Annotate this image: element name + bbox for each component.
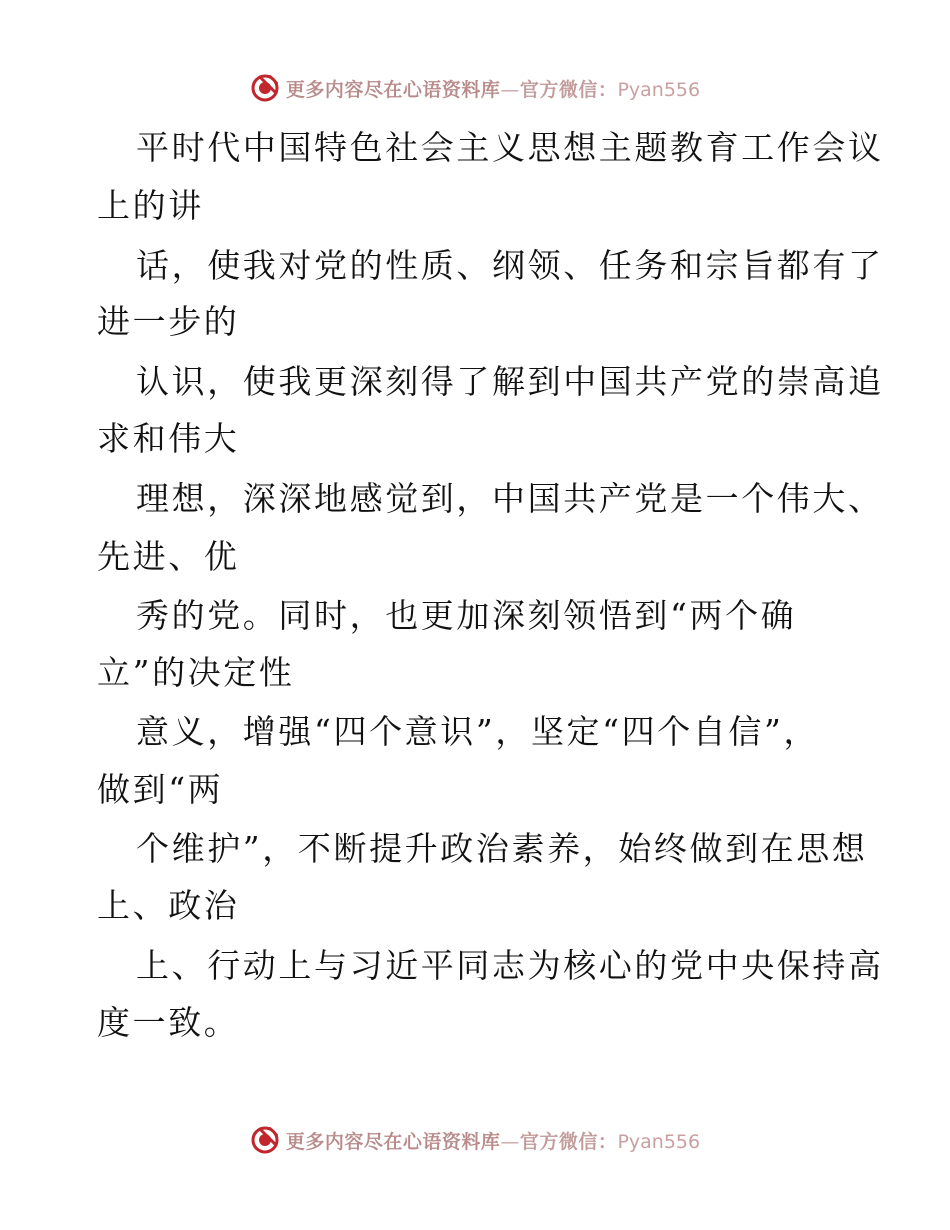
body-line: 平时代中国特色社会主义思想主题教育工作会议 [136, 128, 884, 167]
watermark-wechat-label: 官方微信： [519, 1130, 618, 1153]
body-line: 上的讲 [97, 186, 204, 225]
body-line: 意义，增强“四个意识”，坚定“四个自信”， [136, 712, 820, 751]
body-line: 立”的决定性 [97, 653, 295, 692]
watermark-text [286, 75, 700, 102]
body-line: 秀的党。同时，也更加深刻领悟到“两个确 [136, 596, 797, 635]
watermark-wechat-label: 官方微信： [519, 78, 618, 101]
seal-logo-icon [250, 1125, 280, 1155]
seal-logo-icon [250, 73, 280, 103]
body-line: 个维护”，不断提升政治素养，始终做到在思想 [136, 829, 868, 868]
body-line: 认识，使我更深刻得了解到中国共产党的崇高追 [136, 362, 884, 401]
body-line: 话，使我对党的性质、纲领、任务和宗旨都有了 [136, 246, 884, 285]
body-line: 理想，深深地感觉到，中国共产党是一个伟大、 [136, 479, 884, 518]
watermark-site: 更多内容尽在心语资料库 [285, 78, 501, 101]
watermark-dash: — [500, 78, 520, 101]
watermark-site: 更多内容尽在心语资料库 [285, 1130, 501, 1153]
body-line: 做到“两 [97, 770, 224, 809]
footer-watermark [0, 1120, 950, 1160]
watermark-text [286, 1127, 700, 1154]
body-line: 上、行动上与习近平同志为核心的党中央保持高 [136, 946, 884, 985]
header-watermark [0, 68, 950, 108]
watermark-wechat-id: Pyan556 [617, 1130, 701, 1153]
body-line: 求和伟大 [97, 419, 240, 458]
body-line: 上、政治 [97, 886, 240, 925]
watermark-wechat-id: Pyan556 [617, 78, 701, 101]
body-line: 先进、优 [97, 537, 240, 576]
body-line: 度一致。 [97, 1003, 240, 1042]
body-line: 进一步的 [97, 302, 240, 341]
watermark-dash: — [500, 1130, 520, 1153]
